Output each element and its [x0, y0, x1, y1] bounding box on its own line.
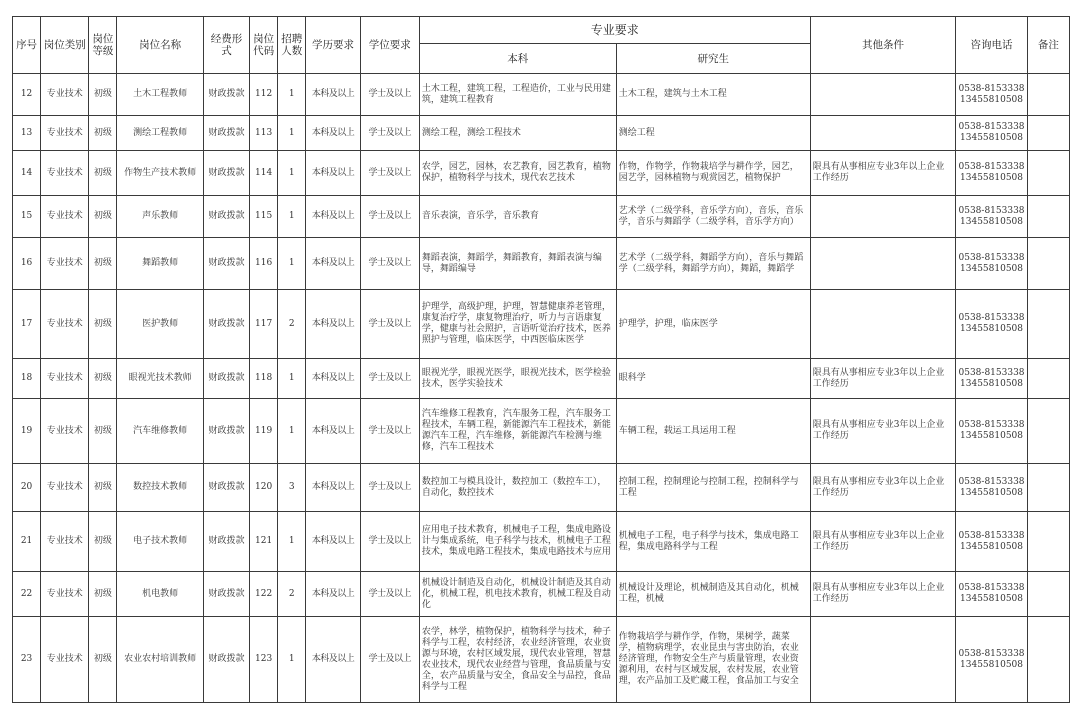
- cell-education: 本科及以上: [306, 238, 360, 290]
- cell-funding: 财政拨款: [203, 399, 249, 464]
- cell-category: 专业技术: [41, 464, 89, 512]
- cell-code: 123: [250, 617, 278, 703]
- cell-undergrad-majors: 农学，林学，植物保护，植物科学与技术，种子科学与工程，农村经济，农业经济管理，农业资源与环境，农村区域发展，现代农业管理，智慧农业技术，现代农业经营与管理，食品质量与安全，农产品质量与安全，食品安全与品控，食品科学与工程: [419, 617, 616, 703]
- cell-count: 1: [278, 116, 306, 151]
- cell-seq: 22: [13, 572, 41, 617]
- cell-graduate-majors: 艺术学（二级学科，舞蹈学方向），音乐与舞蹈学（二级学科，舞蹈学方向），舞蹈，舞蹈学: [616, 238, 810, 290]
- cell-code: 116: [250, 238, 278, 290]
- cell-other-conditions: [810, 238, 956, 290]
- cell-seq: 23: [13, 617, 41, 703]
- cell-phone: [956, 116, 1027, 151]
- cell-position-name: 医护教师: [117, 290, 203, 359]
- cell-category: 专业技术: [41, 238, 89, 290]
- cell-remarks: [1027, 617, 1069, 703]
- cell-funding: 财政拨款: [203, 617, 249, 703]
- cell-other-conditions: [810, 116, 956, 151]
- cell-funding: 财政拨款: [203, 116, 249, 151]
- cell-count: 1: [278, 238, 306, 290]
- cell-level: 初级: [89, 572, 117, 617]
- cell-undergrad-majors: 测绘工程，测绘工程技术: [419, 116, 616, 151]
- cell-degree: 学士及以上: [360, 359, 419, 399]
- cell-category: 专业技术: [41, 617, 89, 703]
- cell-education: 本科及以上: [306, 359, 360, 399]
- cell-undergrad-majors: 汽车维修工程教育，汽车服务工程，汽车服务工程技术，车辆工程，新能源汽车工程技术，新能源汽车工程，汽车维修，新能源汽车检测与维修，汽车工程技术: [419, 399, 616, 464]
- cell-position-name: 舞蹈教师: [117, 238, 203, 290]
- cell-degree: 学士及以上: [360, 464, 419, 512]
- header-degree: 学位要求: [360, 17, 419, 74]
- cell-graduate-majors: 作物，作物学，作物栽培学与耕作学，园艺，园艺学，园林植物与观赏园艺，植物保护: [616, 151, 810, 196]
- cell-category: 专业技术: [41, 74, 89, 116]
- phone-mobile: 13455810508: [960, 324, 1024, 334]
- table-body: [13, 74, 1070, 703]
- cell-level: 初级: [89, 512, 117, 572]
- cell-other-conditions: 限具有从事相应专业3年以上企业工作经历: [810, 512, 956, 572]
- cell-graduate-majors: 控制工程，控制理论与控制工程，控制科学与工程: [616, 464, 810, 512]
- cell-code: 121: [250, 512, 278, 572]
- cell-education: 本科及以上: [306, 464, 360, 512]
- cell-category: 专业技术: [41, 290, 89, 359]
- cell-category: 专业技术: [41, 572, 89, 617]
- cell-level: 初级: [89, 196, 117, 238]
- phone-landline: 0538-8153338: [958, 367, 1025, 378]
- cell-remarks: [1027, 238, 1069, 290]
- cell-level: 初级: [89, 74, 117, 116]
- cell-code: 117: [250, 290, 278, 359]
- cell-seq: 14: [13, 151, 41, 196]
- cell-level: 初级: [89, 290, 117, 359]
- cell-seq: 15: [13, 196, 41, 238]
- cell-funding: 财政拨款: [203, 238, 249, 290]
- cell-graduate-majors: 土木工程，建筑与土木工程: [616, 74, 810, 116]
- cell-degree: 学士及以上: [360, 238, 419, 290]
- cell-category: 专业技术: [41, 151, 89, 196]
- cell-count: 1: [278, 151, 306, 196]
- cell-position-name: 机电教师: [117, 572, 203, 617]
- cell-count: 3: [278, 464, 306, 512]
- cell-graduate-majors: 艺术学（二级学科，音乐学方向），音乐，音乐学，音乐与舞蹈学（二级学科，音乐学方向）: [616, 196, 810, 238]
- cell-level: 初级: [89, 399, 117, 464]
- cell-position-name: 眼视光技术教师: [117, 359, 203, 399]
- cell-count: 2: [278, 290, 306, 359]
- phone-mobile: 13455810508: [960, 541, 1024, 552]
- cell-seq: 18: [13, 359, 41, 399]
- phone-mobile: 13455810508: [960, 378, 1024, 389]
- cell-education: 本科及以上: [306, 290, 360, 359]
- phone-mobile: 13455810508: [960, 431, 1024, 441]
- cell-graduate-majors: 测绘工程: [616, 116, 810, 151]
- cell-degree: 学士及以上: [360, 399, 419, 464]
- cell-phone: [956, 151, 1027, 196]
- cell-category: 专业技术: [41, 196, 89, 238]
- table-row: [13, 74, 1070, 116]
- cell-education: 本科及以上: [306, 617, 360, 703]
- phone-mobile: 13455810508: [960, 487, 1024, 498]
- phone-mobile: 13455810508: [960, 173, 1024, 183]
- table-row: [13, 238, 1070, 290]
- cell-other-conditions: [810, 290, 956, 359]
- phone-landline: 0538-8153338: [958, 313, 1025, 323]
- cell-degree: 学士及以上: [360, 116, 419, 151]
- cell-seq: 20: [13, 464, 41, 512]
- cell-count: 1: [278, 74, 306, 116]
- cell-level: 初级: [89, 151, 117, 196]
- cell-funding: 财政拨款: [203, 151, 249, 196]
- phone-landline: 0538-8153338: [958, 162, 1025, 172]
- cell-graduate-majors: 作物栽培学与耕作学，作物，果树学，蔬菜学，植物病理学，农业昆虫与害虫防治，农业经济管理，作物安全生产与质量管理，农业资源利用，农村与区域发展，农村发展，农业管理，农产品加工及贮藏工程，食品加工与安全: [616, 617, 810, 703]
- cell-undergrad-majors: 数控加工与模具设计，数控加工（数控车工），自动化，数控技术: [419, 464, 616, 512]
- phone-landline: 0538-8153338: [958, 205, 1025, 216]
- cell-seq: 13: [13, 116, 41, 151]
- cell-position-name: 测绘工程教师: [117, 116, 203, 151]
- table-row: [13, 359, 1070, 399]
- cell-position-name: 作物生产技术教师: [117, 151, 203, 196]
- cell-graduate-majors: 眼科学: [616, 359, 810, 399]
- cell-level: 初级: [89, 116, 117, 151]
- cell-remarks: [1027, 196, 1069, 238]
- cell-phone: [956, 74, 1027, 116]
- cell-category: 专业技术: [41, 359, 89, 399]
- cell-undergrad-majors: 护理学，高级护理，护理，智慧健康养老管理，康复治疗学，康复物理治疗，听力与言语康复学，健康与社会照护，言语听觉治疗技术，医养照护与管理，临床医学，中西医临床医学: [419, 290, 616, 359]
- cell-phone: [956, 196, 1027, 238]
- cell-phone: [956, 359, 1027, 399]
- phone-landline: 0538-8153338: [958, 648, 1025, 659]
- cell-seq: 17: [13, 290, 41, 359]
- cell-remarks: [1027, 116, 1069, 151]
- cell-undergrad-majors: 舞蹈表演，舞蹈学，舞蹈教育，舞蹈表演与编导，舞蹈编导: [419, 238, 616, 290]
- phone-landline: 0538-8153338: [958, 83, 1025, 94]
- phone-landline: 0538-8153338: [958, 476, 1025, 487]
- cell-undergrad-majors: 音乐表演，音乐学，音乐教育: [419, 196, 616, 238]
- cell-other-conditions: 限具有从事相应专业3年以上企业工作经历: [810, 464, 956, 512]
- cell-position-name: 土木工程教师: [117, 74, 203, 116]
- cell-other-conditions: [810, 617, 956, 703]
- cell-other-conditions: [810, 196, 956, 238]
- cell-remarks: [1027, 399, 1069, 464]
- cell-seq: 21: [13, 512, 41, 572]
- cell-phone: [956, 290, 1027, 359]
- cell-code: 118: [250, 359, 278, 399]
- cell-remarks: [1027, 464, 1069, 512]
- cell-undergrad-majors: 农学，园艺，园林，农艺教育，园艺教育，植物保护，植物科学与技术，现代农艺技术: [419, 151, 616, 196]
- cell-other-conditions: [810, 74, 956, 116]
- cell-code: 113: [250, 116, 278, 151]
- cell-undergrad-majors: 眼视光学，眼视光医学，眼视光技术，医学检验技术，医学实验技术: [419, 359, 616, 399]
- cell-level: 初级: [89, 238, 117, 290]
- cell-education: 本科及以上: [306, 116, 360, 151]
- cell-count: 1: [278, 617, 306, 703]
- cell-count: 1: [278, 512, 306, 572]
- cell-phone: [956, 572, 1027, 617]
- cell-other-conditions: 限具有从事相应专业3年以上企业工作经历: [810, 399, 956, 464]
- cell-funding: 财政拨款: [203, 572, 249, 617]
- cell-code: 122: [250, 572, 278, 617]
- header-remarks: 备注: [1027, 17, 1069, 74]
- table-row: [13, 464, 1070, 512]
- header-education: 学历要求: [306, 17, 360, 74]
- header-major: 专业要求: [419, 17, 810, 44]
- cell-position-name: 数控技术教师: [117, 464, 203, 512]
- cell-graduate-majors: 车辆工程，载运工具运用工程: [616, 399, 810, 464]
- cell-category: 专业技术: [41, 399, 89, 464]
- header-code: 岗位代码: [250, 17, 278, 74]
- cell-degree: 学士及以上: [360, 290, 419, 359]
- cell-level: 初级: [89, 464, 117, 512]
- phone-landline: 0538-8153338: [958, 420, 1025, 430]
- cell-education: 本科及以上: [306, 572, 360, 617]
- cell-degree: 学士及以上: [360, 617, 419, 703]
- header-category: 岗位类别: [41, 17, 89, 74]
- header-row-top: [13, 17, 1070, 44]
- phone-mobile: 13455810508: [960, 594, 1024, 604]
- table-row: [13, 572, 1070, 617]
- phone-mobile: 13455810508: [960, 216, 1024, 227]
- cell-funding: 财政拨款: [203, 359, 249, 399]
- header-level: 岗位等级: [89, 17, 117, 74]
- cell-education: 本科及以上: [306, 399, 360, 464]
- cell-other-conditions: 限具有从事相应专业3年以上企业工作经历: [810, 359, 956, 399]
- cell-education: 本科及以上: [306, 196, 360, 238]
- cell-category: 专业技术: [41, 512, 89, 572]
- cell-count: 1: [278, 359, 306, 399]
- cell-remarks: [1027, 290, 1069, 359]
- cell-level: 初级: [89, 359, 117, 399]
- table-row: [13, 151, 1070, 196]
- table-row: [13, 196, 1070, 238]
- cell-undergrad-majors: 土木工程，建筑工程，工程造价，工业与民用建筑，建筑工程教育: [419, 74, 616, 116]
- cell-code: 119: [250, 399, 278, 464]
- cell-graduate-majors: 护理学，护理，临床医学: [616, 290, 810, 359]
- cell-undergrad-majors: 机械设计制造及自动化，机械设计制造及其自动化，机械工程，机电技术教育，机械工程及自动化: [419, 572, 616, 617]
- cell-seq: 12: [13, 74, 41, 116]
- cell-code: 120: [250, 464, 278, 512]
- cell-remarks: [1027, 572, 1069, 617]
- phone-mobile: 13455810508: [960, 659, 1024, 670]
- cell-degree: 学士及以上: [360, 74, 419, 116]
- phone-mobile: 13455810508: [960, 263, 1024, 274]
- cell-position-name: 汽车维修教师: [117, 399, 203, 464]
- cell-remarks: [1027, 512, 1069, 572]
- cell-degree: 学士及以上: [360, 572, 419, 617]
- cell-remarks: [1027, 359, 1069, 399]
- cell-remarks: [1027, 74, 1069, 116]
- header-position-name: 岗位名称: [117, 17, 203, 74]
- cell-position-name: 电子技术教师: [117, 512, 203, 572]
- cell-phone: [956, 617, 1027, 703]
- header-seq: 序号: [13, 17, 41, 74]
- cell-code: 112: [250, 74, 278, 116]
- table-row: [13, 290, 1070, 359]
- phone-mobile: 13455810508: [960, 94, 1024, 105]
- phone-landline: 0538-8153338: [958, 122, 1025, 132]
- cell-education: 本科及以上: [306, 512, 360, 572]
- header-phone: 咨询电话: [956, 17, 1027, 74]
- cell-position-name: 农业农村培训教师: [117, 617, 203, 703]
- cell-seq: 19: [13, 399, 41, 464]
- cell-other-conditions: 限具有从事相应专业3年以上企业工作经历: [810, 151, 956, 196]
- cell-education: 本科及以上: [306, 151, 360, 196]
- header-graduate: 研究生: [616, 44, 810, 74]
- phone-landline: 0538-8153338: [958, 583, 1025, 593]
- header-undergrad: 本科: [419, 44, 616, 74]
- phone-landline: 0538-8153338: [958, 530, 1025, 541]
- cell-funding: 财政拨款: [203, 464, 249, 512]
- cell-funding: 财政拨款: [203, 512, 249, 572]
- cell-code: 115: [250, 196, 278, 238]
- cell-other-conditions: 限具有从事相应专业3年以上企业工作经历: [810, 572, 956, 617]
- table-row: [13, 512, 1070, 572]
- cell-degree: 学士及以上: [360, 512, 419, 572]
- cell-count: 1: [278, 399, 306, 464]
- table-row: [13, 116, 1070, 151]
- cell-degree: 学士及以上: [360, 196, 419, 238]
- header-other: 其他条件: [810, 17, 956, 74]
- cell-phone: [956, 512, 1027, 572]
- cell-graduate-majors: 机械设计及理论，机械制造及其自动化，机械工程，机械: [616, 572, 810, 617]
- cell-count: 1: [278, 196, 306, 238]
- cell-undergrad-majors: 应用电子技术教育，机械电子工程，集成电路设计与集成系统，电子科学与技术，机械电子工程技术，集成电路工程技术，集成电路技术与应用: [419, 512, 616, 572]
- cell-graduate-majors: 机械电子工程，电子科学与技术，集成电路工程，集成电路科学与工程: [616, 512, 810, 572]
- cell-phone: [956, 238, 1027, 290]
- cell-phone: [956, 464, 1027, 512]
- cell-degree: 学士及以上: [360, 151, 419, 196]
- cell-funding: 财政拨款: [203, 74, 249, 116]
- table-row: [13, 399, 1070, 464]
- cell-position-name: 声乐教师: [117, 196, 203, 238]
- cell-code: 114: [250, 151, 278, 196]
- cell-category: 专业技术: [41, 116, 89, 151]
- phone-landline: 0538-8153338: [958, 252, 1025, 263]
- cell-remarks: [1027, 151, 1069, 196]
- table-row: [13, 617, 1070, 703]
- phone-mobile: 13455810508: [960, 133, 1024, 143]
- cell-phone: [956, 399, 1027, 464]
- cell-level: 初级: [89, 617, 117, 703]
- cell-seq: 16: [13, 238, 41, 290]
- header-funding: 经费形式: [203, 17, 249, 74]
- cell-funding: 财政拨款: [203, 196, 249, 238]
- cell-count: 2: [278, 572, 306, 617]
- header-count: 招聘人数: [278, 17, 306, 74]
- cell-education: 本科及以上: [306, 74, 360, 116]
- cell-funding: 财政拨款: [203, 290, 249, 359]
- job-requirements-table: [12, 16, 1070, 703]
